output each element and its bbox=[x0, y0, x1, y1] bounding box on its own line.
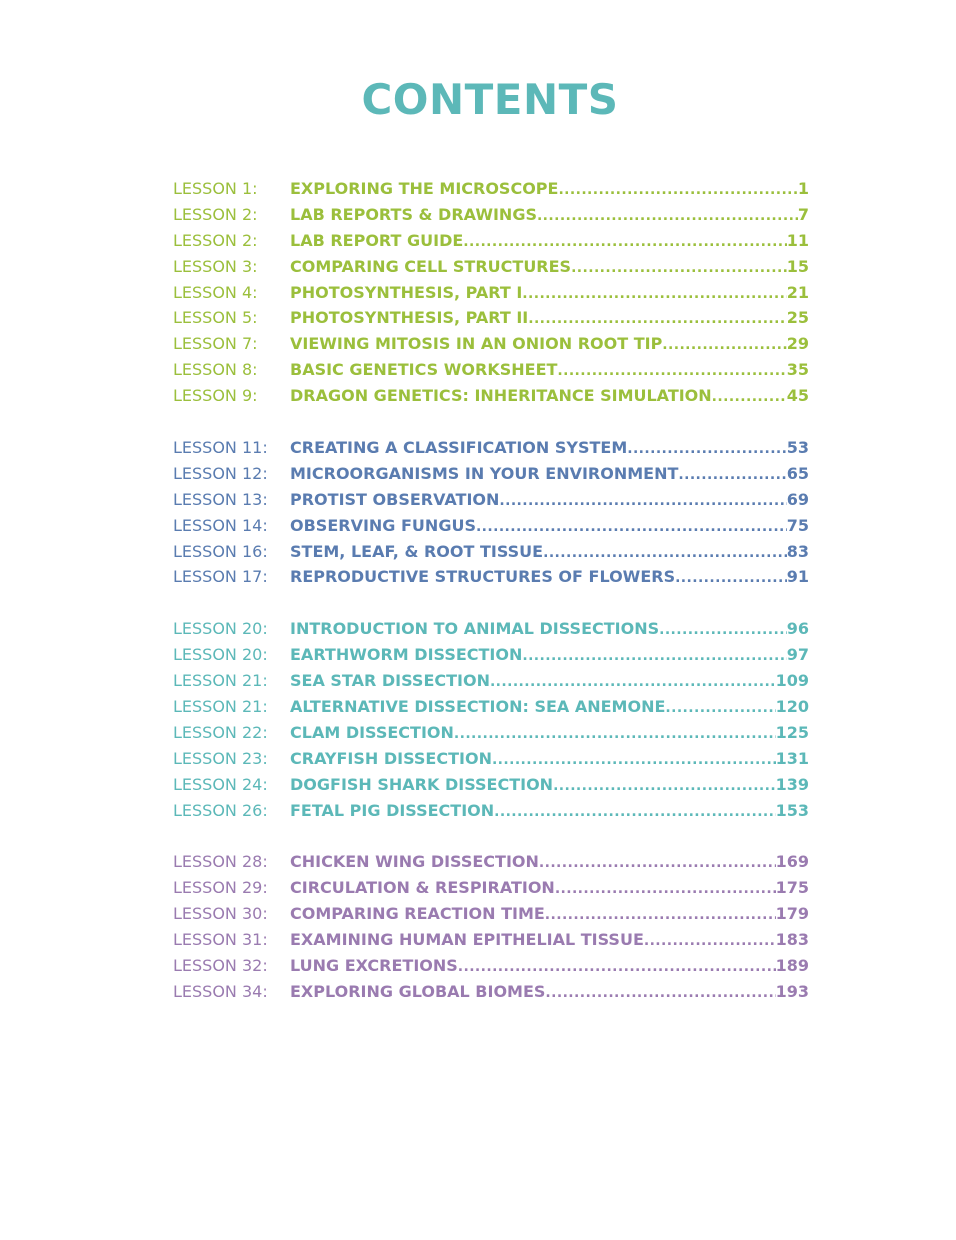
toc-entry[interactable] bbox=[173, 539, 809, 565]
lesson-number: LESSON 22: bbox=[173, 722, 268, 742]
entry-title: PHOTOSYNTHESIS, PART I bbox=[290, 282, 523, 302]
lesson-number: LESSON 9: bbox=[173, 386, 258, 406]
dot-leader bbox=[555, 877, 776, 903]
entry-line bbox=[290, 487, 809, 515]
toc-entry[interactable] bbox=[173, 254, 809, 280]
lesson-number: LESSON 12: bbox=[173, 463, 268, 483]
page-number: 53 bbox=[786, 438, 809, 458]
toc-entry[interactable] bbox=[173, 979, 809, 1005]
toc-entry[interactable] bbox=[173, 642, 809, 668]
toc-entry[interactable] bbox=[173, 487, 809, 513]
page-number: 120 bbox=[775, 697, 809, 717]
dot-leader bbox=[678, 463, 786, 489]
page-number: 45 bbox=[786, 386, 809, 406]
page-number: 131 bbox=[775, 748, 809, 768]
lesson-number: LESSON 20: bbox=[173, 645, 268, 665]
lesson-number: LESSON 26: bbox=[173, 800, 268, 820]
entry-title: OBSERVING FUNGUS bbox=[290, 515, 476, 535]
page-number: 15 bbox=[786, 256, 809, 276]
page-number: 7 bbox=[797, 204, 809, 224]
toc-entry[interactable] bbox=[173, 357, 809, 383]
entry-title: FETAL PIG DISSECTION bbox=[290, 800, 495, 820]
toc-section-4 bbox=[173, 849, 809, 1004]
lesson-number: LESSON 34: bbox=[173, 981, 268, 1001]
toc-entry[interactable] bbox=[173, 694, 809, 720]
toc-entry[interactable] bbox=[173, 720, 809, 746]
page-number: 75 bbox=[786, 515, 809, 535]
toc-entry[interactable] bbox=[173, 280, 809, 306]
dot-leader bbox=[627, 437, 786, 463]
dot-leader bbox=[522, 282, 786, 308]
page-number: 153 bbox=[775, 800, 809, 820]
entry-title: BASIC GENETICS WORKSHEET bbox=[290, 360, 558, 380]
lesson-number: LESSON 4: bbox=[173, 282, 258, 302]
dot-leader bbox=[528, 307, 786, 333]
page-number: 83 bbox=[786, 541, 809, 561]
dot-leader bbox=[494, 800, 775, 826]
entry-line bbox=[290, 927, 809, 955]
entry-title: EXPLORING GLOBAL BIOMES bbox=[290, 981, 546, 1001]
page-number: 189 bbox=[775, 956, 809, 976]
toc-entry[interactable] bbox=[173, 798, 809, 824]
toc-section-2 bbox=[173, 435, 809, 590]
toc-entry[interactable] bbox=[173, 176, 809, 202]
lesson-number: LESSON 21: bbox=[173, 697, 268, 717]
entry-title: LUNG EXCRETIONS bbox=[290, 956, 458, 976]
lesson-number: LESSON 17: bbox=[173, 567, 268, 587]
entry-title: VIEWING MITOSIS IN AN ONION ROOT TIP bbox=[290, 334, 663, 354]
page-title: CONTENTS bbox=[361, 75, 619, 124]
entry-title: PHOTOSYNTHESIS, PART II bbox=[290, 308, 529, 328]
lesson-number: LESSON 24: bbox=[173, 774, 268, 794]
entry-line bbox=[290, 642, 809, 670]
entry-title: LAB REPORT GUIDE bbox=[290, 230, 464, 250]
toc-entry[interactable] bbox=[173, 383, 809, 409]
entry-title: COMPARING CELL STRUCTURES bbox=[290, 256, 572, 276]
toc-entry[interactable] bbox=[173, 772, 809, 798]
entry-line bbox=[290, 357, 809, 385]
toc-entry[interactable] bbox=[173, 513, 809, 539]
table-of-contents bbox=[173, 176, 809, 1031]
entry-title: DOGFISH SHARK DISSECTION bbox=[290, 774, 554, 794]
toc-entry[interactable] bbox=[173, 305, 809, 331]
toc-section-3 bbox=[173, 616, 809, 823]
entry-title: COMPARING REACTION TIME bbox=[290, 904, 545, 924]
dot-leader bbox=[712, 385, 787, 411]
lesson-number: LESSON 20: bbox=[173, 619, 268, 639]
dot-leader bbox=[522, 644, 786, 670]
entry-line bbox=[290, 539, 809, 567]
entry-line bbox=[290, 901, 809, 929]
entry-title: LAB REPORTS & DRAWINGS bbox=[290, 204, 537, 224]
page-number: 183 bbox=[775, 930, 809, 950]
dot-leader bbox=[545, 981, 775, 1007]
lesson-number: LESSON 5: bbox=[173, 308, 258, 328]
lesson-number: LESSON 29: bbox=[173, 878, 268, 898]
entry-line bbox=[290, 202, 809, 230]
entry-line bbox=[290, 746, 809, 774]
page-number: 139 bbox=[775, 774, 809, 794]
toc-entry[interactable] bbox=[173, 331, 809, 357]
entry-line bbox=[290, 720, 809, 748]
lesson-number: LESSON 11: bbox=[173, 438, 268, 458]
entry-line bbox=[290, 228, 809, 256]
dot-leader bbox=[492, 748, 776, 774]
toc-entry[interactable] bbox=[173, 616, 809, 642]
page-number: 175 bbox=[775, 878, 809, 898]
entry-title: ALTERNATIVE DISSECTION: SEA ANEMONE bbox=[290, 697, 666, 717]
toc-entry[interactable] bbox=[173, 746, 809, 772]
entry-title: CIRCULATION & RESPIRATION bbox=[290, 878, 555, 898]
entry-title: CLAM DISSECTION bbox=[290, 722, 454, 742]
lesson-number: LESSON 31: bbox=[173, 930, 268, 950]
lesson-number: LESSON 16: bbox=[173, 541, 268, 561]
dot-leader bbox=[476, 515, 787, 541]
lesson-number: LESSON 2: bbox=[173, 230, 258, 250]
entry-title: CHICKEN WING DISSECTION bbox=[290, 852, 539, 872]
entry-line bbox=[290, 849, 809, 877]
dot-leader bbox=[454, 722, 776, 748]
page-number: 1 bbox=[797, 179, 809, 198]
entry-line bbox=[290, 331, 809, 359]
entry-title: EXAMINING HUMAN EPITHELIAL TISSUE bbox=[290, 930, 644, 950]
page-number: 96 bbox=[786, 619, 809, 639]
toc-entry[interactable] bbox=[173, 668, 809, 694]
entry-title: INTRODUCTION TO ANIMAL DISSECTIONS bbox=[290, 619, 660, 639]
entry-line bbox=[290, 875, 809, 903]
page-number: 65 bbox=[786, 463, 809, 483]
toc-entry[interactable] bbox=[173, 927, 809, 953]
dot-leader bbox=[539, 851, 776, 877]
page-number: 97 bbox=[786, 645, 809, 665]
dot-leader bbox=[557, 359, 786, 385]
dot-leader bbox=[543, 541, 787, 567]
page-number: 193 bbox=[775, 981, 809, 1001]
toc-entry[interactable] bbox=[173, 953, 809, 979]
entry-line bbox=[290, 513, 809, 541]
toc-entry[interactable] bbox=[173, 435, 809, 461]
entry-line bbox=[290, 176, 809, 204]
toc-entry[interactable] bbox=[173, 461, 809, 487]
entry-line bbox=[290, 953, 809, 981]
page-number: 21 bbox=[786, 282, 809, 302]
entry-title: CRAYFISH DISSECTION bbox=[290, 748, 492, 768]
toc-entry[interactable] bbox=[173, 901, 809, 927]
toc-entry[interactable] bbox=[173, 202, 809, 228]
toc-entry[interactable] bbox=[173, 875, 809, 901]
dot-leader bbox=[537, 204, 798, 230]
entry-title: STEM, LEAF, & ROOT TISSUE bbox=[290, 541, 544, 561]
page-number: 169 bbox=[775, 852, 809, 872]
entry-title: EXPLORING THE MICROSCOPE bbox=[290, 179, 559, 198]
dot-leader bbox=[463, 230, 786, 256]
toc-entry[interactable] bbox=[173, 849, 809, 875]
entry-title: MICROORGANISMS IN YOUR ENVIRONMENT bbox=[290, 463, 679, 483]
lesson-number: LESSON 21: bbox=[173, 671, 268, 691]
toc-entry[interactable] bbox=[173, 564, 809, 590]
entry-line bbox=[290, 979, 809, 1007]
dot-leader bbox=[659, 618, 787, 644]
lesson-number: LESSON 2: bbox=[173, 204, 258, 224]
entry-line bbox=[290, 254, 809, 282]
dot-leader bbox=[571, 256, 787, 282]
dot-leader bbox=[490, 670, 776, 696]
entry-line bbox=[290, 616, 809, 644]
page-number: 109 bbox=[775, 671, 809, 691]
entry-title: EARTHWORM DISSECTION bbox=[290, 645, 523, 665]
lesson-number: LESSON 1: bbox=[173, 179, 258, 198]
page-number: 29 bbox=[786, 334, 809, 354]
entry-line bbox=[290, 694, 809, 722]
entry-line bbox=[290, 280, 809, 308]
entry-line bbox=[290, 435, 809, 463]
entry-title: REPRODUCTIVE STRUCTURES OF FLOWERS bbox=[290, 567, 676, 587]
entry-line bbox=[290, 564, 809, 592]
dot-leader bbox=[644, 929, 776, 955]
entry-line bbox=[290, 305, 809, 333]
entry-line bbox=[290, 461, 809, 489]
entry-line bbox=[290, 383, 809, 411]
toc-entry[interactable] bbox=[173, 228, 809, 254]
page-number: 35 bbox=[786, 360, 809, 380]
dot-leader bbox=[499, 489, 786, 515]
lesson-number: LESSON 14: bbox=[173, 515, 268, 535]
entry-line bbox=[290, 668, 809, 696]
lesson-number: LESSON 23: bbox=[173, 748, 268, 768]
dot-leader bbox=[665, 696, 775, 722]
dot-leader bbox=[458, 955, 776, 981]
lesson-number: LESSON 7: bbox=[173, 334, 258, 354]
lesson-number: LESSON 28: bbox=[173, 852, 268, 872]
dot-leader bbox=[553, 774, 776, 800]
dot-leader bbox=[675, 566, 787, 592]
entry-title: SEA STAR DISSECTION bbox=[290, 671, 490, 691]
entry-line bbox=[290, 772, 809, 800]
dot-leader bbox=[545, 903, 776, 929]
lesson-number: LESSON 32: bbox=[173, 956, 268, 976]
page-number: 11 bbox=[786, 230, 809, 250]
entry-title: PROTIST OBSERVATION bbox=[290, 489, 500, 509]
page-number: 25 bbox=[786, 308, 809, 328]
entry-title: DRAGON GENETICS: INHERITANCE SIMULATION bbox=[290, 386, 712, 406]
page-number: 69 bbox=[786, 489, 809, 509]
lesson-number: LESSON 3: bbox=[173, 256, 258, 276]
lesson-number: LESSON 30: bbox=[173, 904, 268, 924]
dot-leader bbox=[662, 333, 786, 359]
page-number: 91 bbox=[786, 567, 809, 587]
lesson-number: LESSON 13: bbox=[173, 489, 268, 509]
toc-section-1 bbox=[173, 176, 809, 409]
dot-leader bbox=[558, 178, 797, 204]
lesson-number: LESSON 8: bbox=[173, 360, 258, 380]
entry-line bbox=[290, 798, 809, 826]
page-number: 125 bbox=[775, 722, 809, 742]
entry-title: CREATING A CLASSIFICATION SYSTEM bbox=[290, 438, 628, 458]
page-number: 179 bbox=[775, 904, 809, 924]
